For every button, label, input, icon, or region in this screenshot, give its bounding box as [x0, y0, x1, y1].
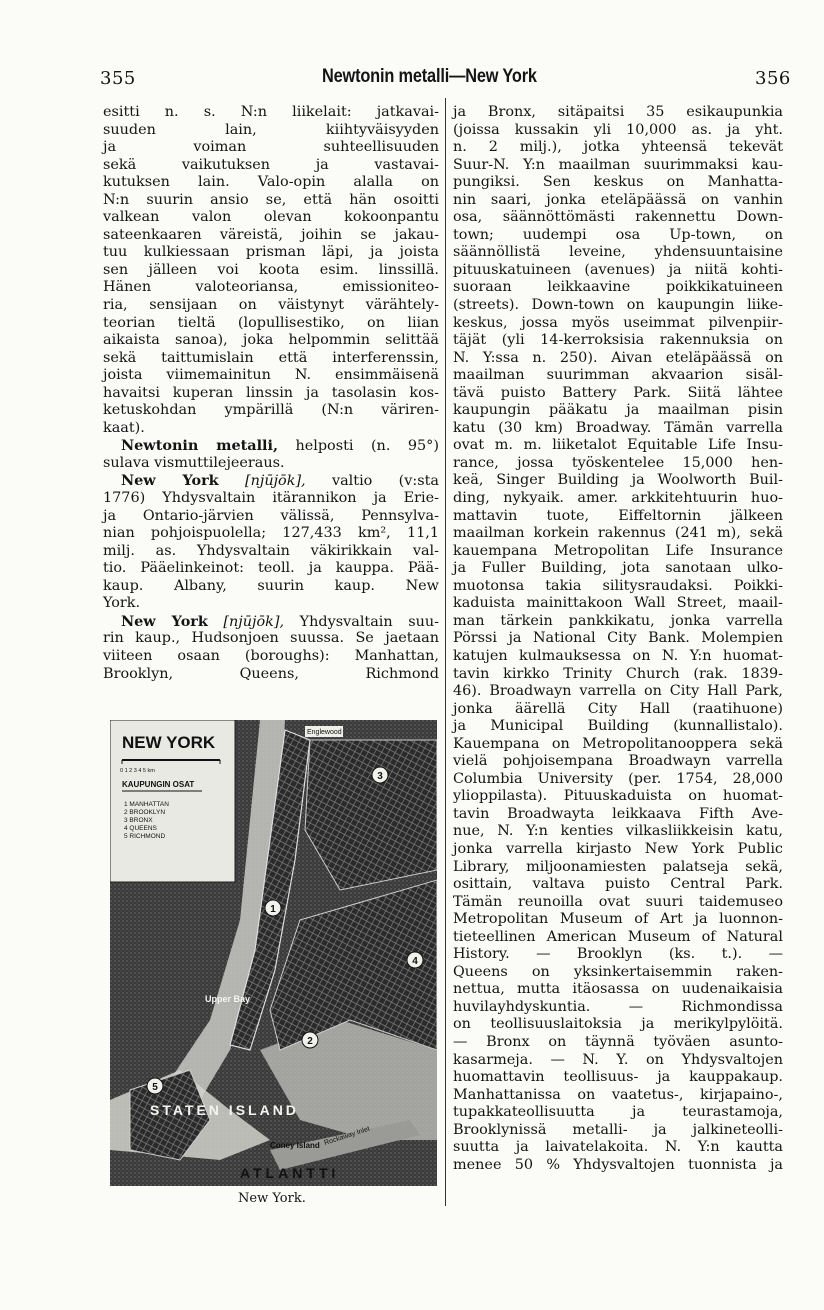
text-line: ylioppilasta). Pituuskaduista on huomat- [453, 788, 783, 805]
text-line: Kauempana on Metropolitanooppera sekä [453, 735, 783, 752]
text-line: ketuskohdan ympärillä (N:n väriren- [103, 402, 439, 419]
map-legend-item: 2 BROOKLYN [124, 809, 166, 816]
text-line: N. Y:ssa n. 250). Aivan eteläpäässä on [453, 349, 783, 366]
text-line: nian pohjoispuolella; 127,433 km², 11,1 [103, 525, 439, 542]
text-line: pituuskatuineen (avenues) ja niitä kohti- [453, 261, 783, 278]
paragraph-newton-laws [103, 104, 439, 437]
text-line: N:n suurin ansio se, että hän osoitti [103, 191, 439, 208]
text-line: tavin kirkko Trinity Church (rak. 1839- [453, 665, 783, 682]
text-line: viiteen osaan (boroughs): Manhattan, [103, 647, 439, 664]
text-line: York. [103, 595, 141, 612]
text-line: Library, miljoonamiesten palatseja sekä, [453, 858, 783, 875]
column-rule [445, 98, 446, 1206]
entry-term: New York [121, 472, 219, 490]
text-line: muotonsa takia silitysraudaksi. Poikki- [453, 577, 783, 594]
text-line: katujen kulmauksessa on N. Y:n huomat- [453, 647, 783, 664]
text-line: maailman suurimman akvaarion sisäl- [453, 367, 783, 384]
text-line: jonka varrella kirjasto New York Public [453, 840, 783, 857]
map-label-englewood: Englewood [307, 729, 342, 736]
text-line: sekä vaikutuksen ja vastavai- [103, 156, 439, 173]
text-line: teorian tieltä (lopullisestiko, on liian [103, 314, 439, 331]
text-line: kaup. Albany, suurin kaup. New [103, 577, 439, 594]
text-line: Tämän reunoilla ovat suuri taidemuseo [453, 893, 783, 910]
text-line: sekä taittumislain että interferenssin, [103, 349, 439, 366]
text-line: Suur-N. Y:n maailman suurimmaksi kau- [453, 156, 783, 173]
text-line: on teollisuuslaitoksia ja merikylpylöitä. [453, 1016, 783, 1033]
text-line: esitti n. s. N:n liikelait: jatkavai- [103, 104, 439, 120]
map-label-staten-island: STATEN ISLAND [150, 1102, 299, 1118]
text-line: aikaista sanoa), joka helpommin selittää [103, 332, 439, 349]
text-line: milj. as. Yhdysvaltain väkirikkain val- [103, 542, 439, 559]
map-marker-richmond: 5 [152, 1082, 158, 1093]
text-line: jonka äärellä City Hall (raatihuone) [453, 700, 783, 717]
text-line: huvilayhdyskuntia. — Richmondissa [453, 998, 783, 1015]
text-line: täjät (yli 14-kerroksisia rakennuksia on [453, 332, 783, 349]
text-line: pungiksi. Sen keskus on Manhatta- [453, 174, 783, 191]
text-line: osittain, valtava puisto Central Park. [453, 876, 783, 893]
text-line: kauempana Metropolitan Life Insurance [453, 542, 783, 559]
map-marker-brooklyn: 2 [307, 1036, 313, 1047]
text-line: Pörssi ja National City Bank. Molempien [453, 630, 783, 647]
text-line: Hänen valoteoriansa, emissioniteo- [103, 279, 439, 296]
entry-term: Newtonin metalli, [121, 437, 278, 455]
text-line: suoraan leikkaavine poikkikatuineen [453, 279, 783, 296]
text-line: man tärkein pankkikatu, jonka varrella [453, 612, 783, 629]
map-label-rockaway: Rockaway Inlet [323, 1125, 371, 1147]
new-york-map [110, 720, 437, 1186]
entry-new-york-state [103, 472, 439, 612]
map-legend-item: 3 BRONX [124, 817, 153, 824]
text-line: tävä puisto Battery Park. Siitä lähtee [453, 384, 783, 401]
text-line: Metropolitan Museum of Art ja luonnon- [453, 911, 783, 928]
text-line: ja Fuller Building, jota sanotaan ulko- [453, 560, 783, 577]
text-span: valtio (v:sta [305, 473, 439, 490]
text-line: säännöllistä leveine, yhdensuuntaisine [453, 244, 783, 261]
pronunciation: [njūjōk], [244, 473, 306, 490]
text-line: valkean valon olevan kokoonpantu [103, 209, 439, 226]
right-column [453, 104, 783, 1174]
text-line: rin kaup., Hudsonjoen suussa. Se jaetaan [103, 630, 439, 647]
text-line: kaat). [103, 419, 145, 436]
text-line: Columbia University (per. 1754, 28,000 [453, 770, 783, 787]
text-line: ja Municipal Building (kunnallistalo). [453, 718, 783, 735]
text-line: 46). Broadwayn varrella on City Hall Park, [453, 683, 783, 700]
text-line: kasarmeja. — N. Y. on Yhdysvaltojen [453, 1051, 783, 1068]
text-line: osa, säännöttömästi rakennettu Down- [453, 209, 783, 226]
text-line: tupakkateollisuutta ja teurastamoja, [453, 1104, 783, 1121]
text-line: tieteellinen American Museum of Natural [453, 928, 783, 945]
text-line: joista viimemainitun N. ensimmäisenä [103, 367, 439, 384]
text-line: suutta ja laivatelakoita. N. Y:n kautta [453, 1139, 783, 1156]
page-number-left: 355 [100, 68, 136, 89]
text-line: n. 2 milj.), jotka yhteensä tekevät [453, 139, 783, 156]
text-line: Brooklynissä metalli- ja jalkineteolli- [453, 1121, 783, 1138]
text-line: huomattavin teollisuus- ja kauppakaup. [453, 1069, 783, 1086]
text-line: kaupungin pääkatu ja maailman pisin [453, 402, 783, 419]
text-span: Yhdysvaltain suu- [284, 613, 439, 630]
text-line: mattavin tuote, Eiffeltornin jälkeen [453, 507, 783, 524]
text-line: — Bronx on täynnä työväen asunto- [453, 1033, 783, 1050]
map-legend-heading: KAUPUNGIN OSAT [122, 780, 195, 789]
map-legend-item: 5 RICHMOND [124, 833, 166, 840]
text-line: sulava vismuttilejeeraus. [103, 454, 285, 471]
text-line [103, 437, 439, 455]
text-line: ja Bronx, sitäpaitsi 35 esikaupunkia [453, 104, 783, 120]
text-line: nin saari, jonka eteläpäässä on vanhin [453, 191, 783, 208]
map-illustration [110, 720, 437, 1186]
map-legend-item: 1 MANHATTAN [124, 801, 169, 808]
text-line: keä, Singer Building ja Woolworth Buil- [453, 472, 783, 489]
text-line: History. — Brooklyn (ks. t.). — [453, 946, 783, 963]
text-line: maailman korkein rakennus (241 m), sekä [453, 525, 783, 542]
text-line: Queens on yksinkertaisemmin raken- [453, 963, 783, 980]
text-line: town; uudempi osa Up-town, on [453, 226, 783, 243]
text-line: keskus, jossa myös useimmat pilvenpiir- [453, 314, 783, 331]
text-line: (streets). Down-town on kaupungin liike- [453, 297, 783, 314]
text-line: Brooklyn, Queens, Richmond [103, 665, 439, 682]
text-line: ja Ontario-järvien välissä, Pennsylva- [103, 507, 439, 524]
map-marker-queens: 4 [412, 956, 418, 967]
entry-new-york-city [103, 613, 439, 683]
text-line: katu (30 km) Broadway. Tämän varrella [453, 419, 783, 436]
text-line: ria, sensijaan on väistynyt värähtely- [103, 297, 439, 314]
text-line: 1776) Yhdysvaltain itärannikon ja Erie- [103, 490, 439, 507]
map-label-coney-island: Coney Island [270, 1141, 320, 1150]
text-line [103, 613, 439, 631]
pronunciation: [njūjōk], [223, 613, 285, 630]
entry-term: New York [121, 612, 208, 630]
entry-newtonin-metalli [103, 437, 439, 472]
text-line: kutuksen lain. Valo-opin alalla on [103, 174, 439, 191]
text-line: rance, jossa työskentelee 15,000 hen- [453, 454, 783, 471]
page-number-right: 356 [755, 68, 791, 89]
text-line: menee 50 % Yhdysvaltojen tuonnista ja [453, 1156, 783, 1173]
left-column [103, 104, 439, 683]
text-line: tuu kulkiessaan prisman läpi, ja joista [103, 244, 439, 261]
map-label-atlantic: ATLANTTI [240, 1165, 340, 1181]
text-line: havaitsi kuperan linssin ja tasolasin kos- [103, 384, 439, 401]
text-line: nettua, mutta itäosassa on uudenaikaisia [453, 981, 783, 998]
map-caption: New York. [238, 1191, 306, 1206]
text-line: Manhattanissa on vaatetus-, kirjapaino-, [453, 1086, 783, 1103]
text-line: tavin Broadwayta leikkaava Fifth Ave- [453, 805, 783, 822]
text-line: suuden lain, kiihtyväisyyden [103, 121, 439, 138]
map-scale: 0 1 2 3 4 5 km [120, 768, 155, 774]
map-marker-manhattan: 1 [270, 904, 276, 915]
text-span: helposti (n. 95°) [278, 438, 439, 455]
text-line: tio. Pääelinkeinot: teoll. ja kauppa. Pää- [103, 560, 439, 577]
map-legend-item: 4 QUEENS [124, 825, 157, 832]
text-line: sateenkaaren väreistä, joihin se jakau- [103, 226, 439, 243]
running-head: Newtonin metalli—New York [322, 66, 537, 87]
text-line: sen jälleen voi koota esim. linssillä. [103, 261, 439, 278]
text-line: kaduista mainittakoon Wall Street, maail- [453, 595, 783, 612]
text-line: nue, N. Y:n kenties vilkasliikkeisin katu, [453, 823, 783, 840]
text-line [103, 472, 439, 490]
map-title: NEW YORK [122, 733, 216, 752]
text-line: vielä pohjoisempana Broadwayn varrella [453, 753, 783, 770]
text-line: ovat m. m. liiketalot Equitable Life Insu- [453, 437, 783, 454]
map-marker-bronx: 3 [377, 771, 383, 782]
text-line: ding, nykyaik. amer. arkkitehtuurin huo- [453, 490, 783, 507]
text-line: ja voiman suhteellisuuden [103, 139, 439, 156]
text-line: (joissa kussakin yli 10,000 as. ja yht. [453, 121, 783, 138]
map-label-upper-bay: Upper Bay [205, 994, 251, 1004]
